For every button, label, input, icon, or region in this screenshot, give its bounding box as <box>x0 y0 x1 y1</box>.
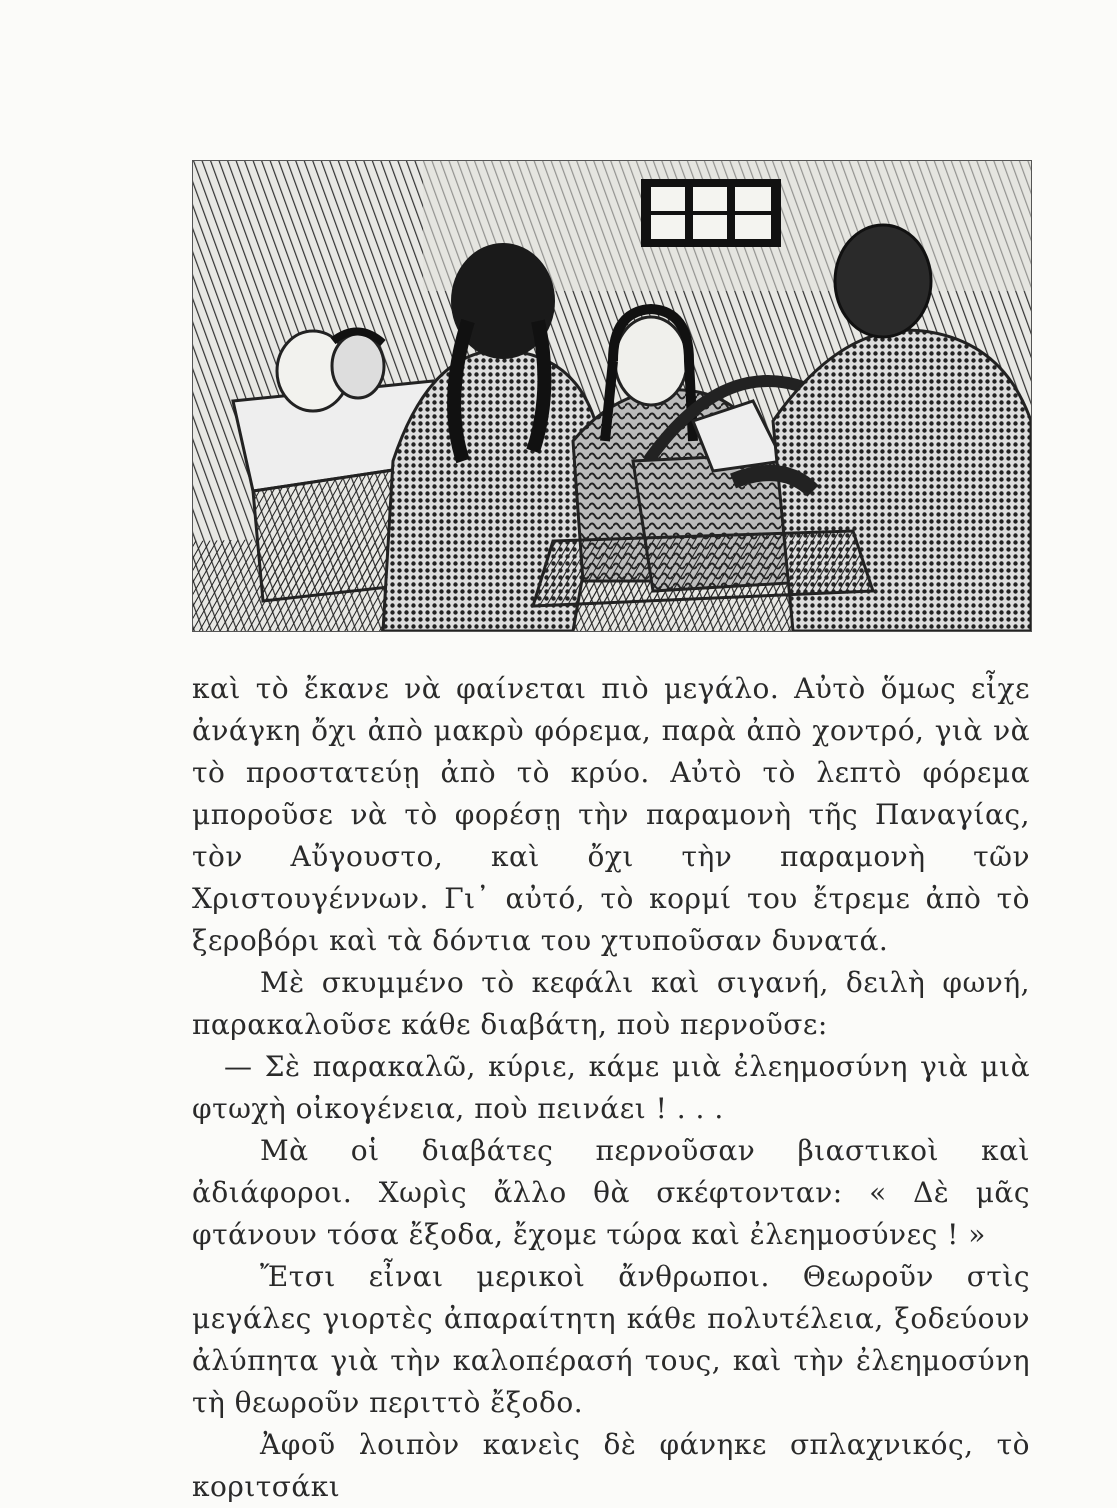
woodcut-illustration <box>192 160 1032 632</box>
table <box>533 531 873 606</box>
paragraph: καὶ τὸ ἔκανε νὰ φαίνεται πιὸ μεγάλο. Αὐτὸ ὅμως εἶχε ἀνάγκη ὄχι ἀπὸ μακρὺ φόρεμα, παρὰ ἀπὸ χοντρό, γιὰ νὰ τὸ προστατεύῃ ἀπὸ τὸ κρύο. Αὐτὸ τὸ λεπτὸ φόρεμα μποροῦσε νὰ τὸ φορέσῃ τὴν παραμονὴ τῆς Παναγίας, τὸν Αὔγουστο, καὶ ὄχι τὴν παραμονὴ τῶν Χριστουγέννων. Γι᾿ αὐτό, τὸ κορμί του ἔτρεμε ἀπὸ τὸ ξεροβόρι καὶ τὰ δόντια του χτυποῦσαν δυνατά. <box>192 672 1030 957</box>
barred-window <box>641 179 781 247</box>
paragraph: Μὰ οἱ διαβάτες περνοῦσαν βιαστικοὶ καὶ ἀδιάφοροι. Χωρὶς ἄλλο θὰ σκέφτονταν: « Δὲ μᾶς φτάνουν τόσα ἔξοδα, ἔχομε τώρα καὶ ἐλεημοσύνες ! » <box>192 1134 1030 1251</box>
illustration-drawing <box>193 161 1031 631</box>
paragraph: Ἀφοῦ λοιπὸν κανεὶς δὲ φάνηκε σπλαχνικός, τὸ κοριτσάκι <box>192 1428 1030 1503</box>
paragraph: Ἔτσι εἶναι μερικοὶ ἄνθρωποι. Θεωροῦν στὶς μεγάλες γιορτὲς ἀπαραίτητη κάθε πολυτέλεια, ξοδεύουν ἀλύπητα γιὰ τὴν καλοπέρασή τους, καὶ τὴν ἐλεημοσύνη τὴ θεωροῦν περιττὸ ἔξοδο. <box>192 1260 1030 1419</box>
dialogue-line: — Σὲ παρακαλῶ, κύριε, κάμε μιὰ ἐλεημοσύνη γιὰ μιὰ φτωχὴ οἰκογένεια, ποὺ πεινάει ! . . . <box>192 1050 1030 1125</box>
paragraph: Μὲ σκυμμένο τὸ κεφάλι καὶ σιγανή, δειλὴ φωνή, παρακαλοῦσε κάθε διαβάτη, ποὺ περνοῦσε: <box>192 966 1030 1041</box>
body-text <box>192 668 1030 1508</box>
